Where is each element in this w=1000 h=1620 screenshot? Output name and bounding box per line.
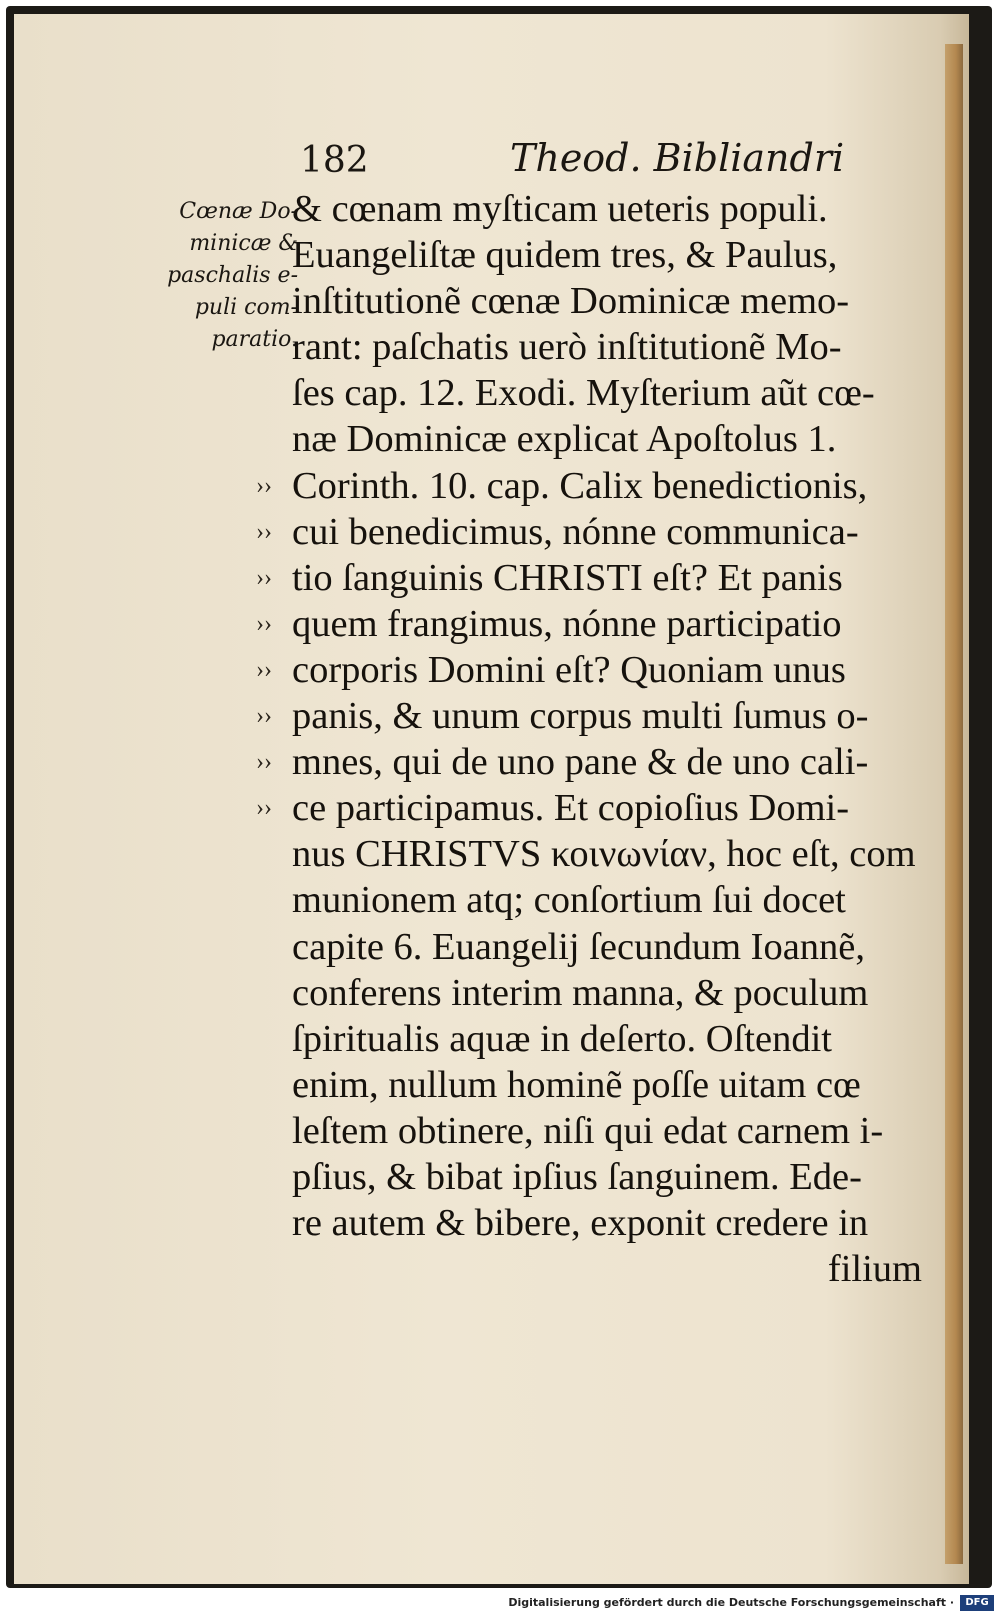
body-text bbox=[256, 186, 922, 1292]
text-line bbox=[256, 555, 922, 601]
text-line bbox=[256, 785, 922, 831]
text-line bbox=[256, 693, 922, 739]
quotation-mark: ›› bbox=[256, 472, 272, 499]
line-text: cui benedicimus, nónne communica- bbox=[292, 510, 859, 553]
line-text: rant: paſchatis uerò inſtitutionẽ Mo- bbox=[292, 326, 842, 369]
text-line bbox=[256, 601, 922, 647]
digitization-credit: Digitalisierung gefördert durch die Deutsche Forschungsgemeinschaft · bbox=[508, 1596, 954, 1609]
line-text: leſtem obtinere, niſi qui edat carnem i- bbox=[292, 1109, 884, 1152]
line-text: conferens interim manna, & poculum bbox=[292, 971, 869, 1014]
page-number: 182 bbox=[300, 140, 369, 181]
line-text: ce participamus. Et copioſius Domi- bbox=[292, 787, 850, 830]
line-text: Euangeliſtæ quidem tres, & Paulus, bbox=[292, 234, 838, 277]
text-line bbox=[262, 1062, 922, 1108]
quotation-mark: ›› bbox=[256, 518, 272, 545]
line-text: pſius, & bibat ipſius ſanguinem. Ede- bbox=[292, 1155, 862, 1198]
text-line bbox=[262, 278, 922, 324]
text-line bbox=[262, 1200, 922, 1246]
text-line bbox=[262, 831, 922, 877]
margin-note-line: Cœnæ Do- bbox=[179, 199, 298, 224]
quotation-mark: ›› bbox=[256, 656, 272, 683]
text-line bbox=[262, 416, 922, 462]
line-text: quem frangimus, nónne participatio bbox=[292, 602, 842, 645]
text-line bbox=[256, 647, 922, 693]
line-text: inſtitutionẽ cœnæ Dominicæ memo- bbox=[292, 280, 850, 323]
margin-note-line: paschalis e- bbox=[167, 263, 298, 288]
line-text: Corinth. 10. cap. Calix benedictionis, bbox=[292, 464, 868, 507]
text-line bbox=[256, 463, 922, 509]
line-text: panis, & unum corpus multi ſumus o- bbox=[292, 695, 869, 738]
text-line bbox=[262, 924, 922, 970]
quotation-mark: ›› bbox=[256, 610, 272, 637]
text-line bbox=[262, 324, 922, 370]
line-text: & cœnam myſticam ueteris populi. bbox=[292, 188, 828, 230]
page-header bbox=[300, 136, 940, 186]
line-text: ſpiritualis aquæ in deſerto. Oſtendit bbox=[292, 1017, 832, 1060]
text-line bbox=[262, 186, 922, 232]
text-line bbox=[256, 509, 922, 555]
dfg-logo: DFG bbox=[960, 1595, 994, 1611]
line-text: re autem & bibere, exponit credere in bbox=[292, 1202, 869, 1245]
line-text: tio ſanguinis CHRISTI eſt? Et panis bbox=[292, 556, 843, 599]
text-line bbox=[262, 877, 922, 923]
running-head: Theod. Bibliandri bbox=[510, 136, 845, 180]
text-line bbox=[262, 370, 922, 416]
text-line bbox=[262, 1016, 922, 1062]
text-line bbox=[262, 970, 922, 1016]
line-text: næ Dominicæ explicat Apoſtolus 1. bbox=[292, 418, 837, 461]
text-line bbox=[262, 1108, 922, 1154]
catchword-line bbox=[262, 1246, 922, 1292]
quotation-mark: ›› bbox=[256, 795, 272, 822]
line-text: ſes cap. 12. Exodi. Myſterium aũt cœ- bbox=[292, 372, 875, 415]
text-line bbox=[262, 232, 922, 278]
margin-note-line: puli com- bbox=[194, 295, 298, 320]
quotation-mark: ›› bbox=[256, 564, 272, 591]
catchword: filium bbox=[827, 1248, 922, 1291]
text-line bbox=[262, 1154, 922, 1200]
quotation-mark: ›› bbox=[256, 703, 272, 730]
line-text: nus CHRISTVS κοινωνίαν, hoc eſt, com bbox=[292, 833, 916, 876]
line-text: corporis Domini eſt? Quoniam unus bbox=[292, 648, 846, 691]
line-text: mnes, qui de uno pane & de uno cali- bbox=[292, 741, 869, 784]
line-text: enim, nullum hominẽ poſſe uitam cœ bbox=[292, 1063, 861, 1106]
line-text: munionem atq; conſortium ſui docet bbox=[292, 879, 846, 922]
margin-note-line: minicæ & bbox=[189, 231, 298, 256]
quotation-mark: ›› bbox=[256, 749, 272, 776]
text-line bbox=[256, 739, 922, 785]
page-edge bbox=[945, 44, 963, 1564]
margin-note-line: paratio. bbox=[211, 327, 298, 352]
line-text: capite 6. Euangelij ſecundum Ioannẽ, bbox=[292, 925, 866, 968]
